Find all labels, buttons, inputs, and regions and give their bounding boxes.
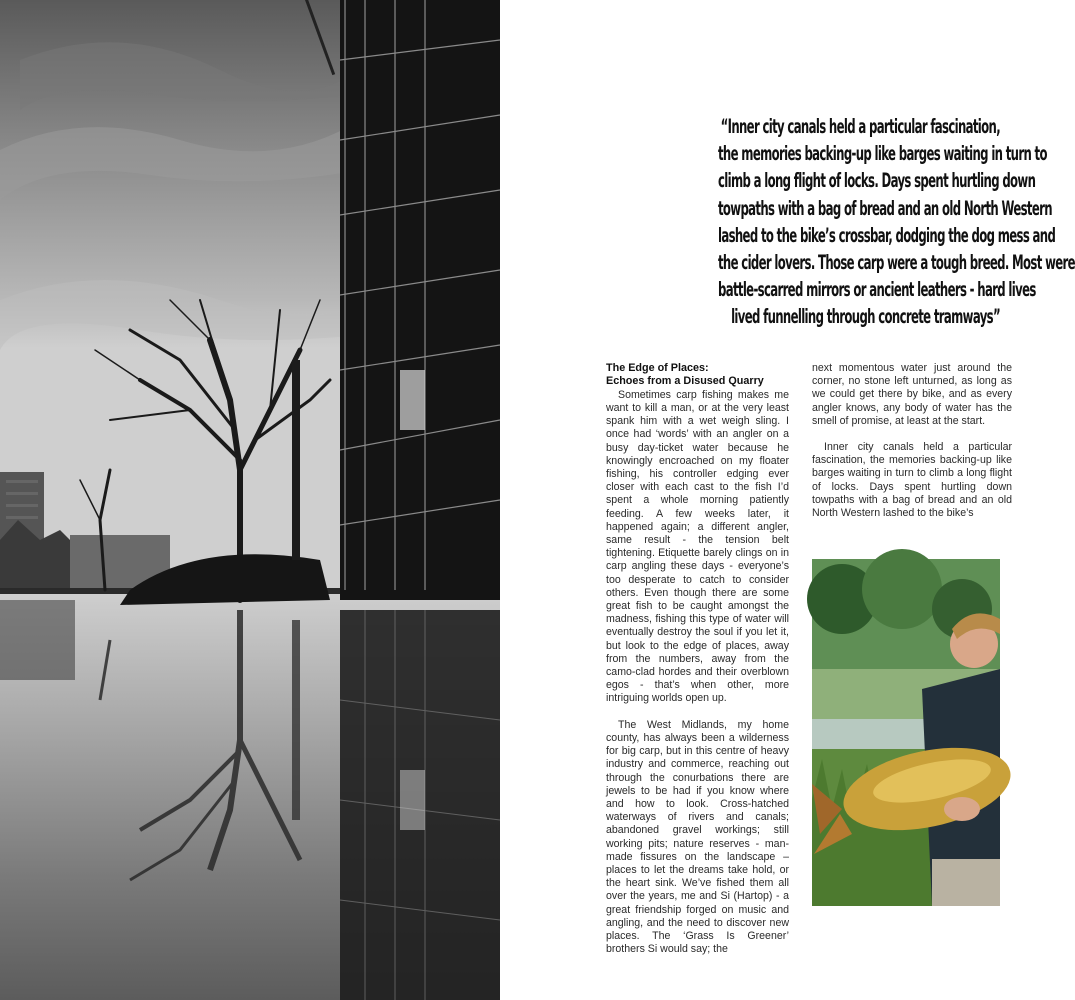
pull-quote-line: the memories backing-up like barges waiting in turn to xyxy=(718,142,1047,166)
pull-quote-line: climb a long flight of locks. Days spent hurtling down xyxy=(718,169,1036,193)
pull-quote-line: lived funnelling through concrete tramways” xyxy=(731,305,1000,329)
pull-quote-line: the cider lovers. Those carp were a tough breed. Most were xyxy=(718,251,1075,275)
pull-quote-line: lashed to the bike’s crossbar, dodging the dog mess and xyxy=(718,223,1056,247)
article-paragraph: Sometimes carp fishing makes me want to kill a man, or at the very least spank him with a wet weigh sling. I once had ‘words’ with an angler on a busy day-ticket water because he knowingly encroached on my floater fishing, his controller edging ever closer with each cast to the fish I’d spent a whole morning patiently feeding. A few weeks later, it happened again; a different angler, same result - the tension belt tightening. Etiquette barely clings on in carp angling these days - everyone’s too desperate to catch to consider others. Even though there are some great fish to be caught amongst the madness, fishing this type of water will eventually destroy the soul if you let it, but look to the edge of places, away from the numbers, away from the camo-clad hordes and their overblown egos - that’s when other, more intriguing worlds open up. xyxy=(606,388,789,705)
article-paragraph: Inner city canals held a particular fascination, the memories backing-up like barges waiting in turn to climb a long flight of locks. Days spent hurtling down towpaths with a bag of bread and an old North Western lashed to the bike’s xyxy=(812,441,1012,520)
pull-quote-line: battle-scarred mirrors or ancient leathers - hard lives xyxy=(718,278,1036,302)
pull-quote-line: “Inner city canals held a particular fascination, xyxy=(720,115,1000,138)
canal-photo xyxy=(0,0,500,1000)
article-paragraph: The West Midlands, my home county, has always been a wilderness for big carp, but in this centre of heavy industry and commerce, reaching out through the conurbations there are jewels to be had if you know where and how to look. Cross-hatched waterways of rivers and canals; abandoned gravel workings; still working pits; nature reserves - man-made fissures on the landscape – places to let the dreams take hold, or the heart sink. We’ve fished them all over the years, me and Si (Hartop) - a great friendship forged on music and angling, and the need to discover new places. The ‘Grass Is Greener’ brothers Si would say; the xyxy=(606,718,789,956)
pull-quote-line: towpaths with a bag of bread and an old North Western xyxy=(718,196,1052,220)
article-paragraph: next momentous water just around the corner, no stone left unturned, as long as we could get there by bike, and as every angler knows, any body of water has the smell of promise, at least at the start. xyxy=(812,362,1012,427)
article-column-1 xyxy=(606,362,789,956)
article-column-2 xyxy=(812,362,1012,520)
article-page xyxy=(500,0,1075,1000)
article-headline-line-2: Echoes from a Disused Quarry xyxy=(606,375,764,388)
article-headline-line-1: The Edge of Places: xyxy=(606,362,709,374)
angler-carp-photo xyxy=(812,559,1000,906)
pull-quote xyxy=(718,113,1075,331)
